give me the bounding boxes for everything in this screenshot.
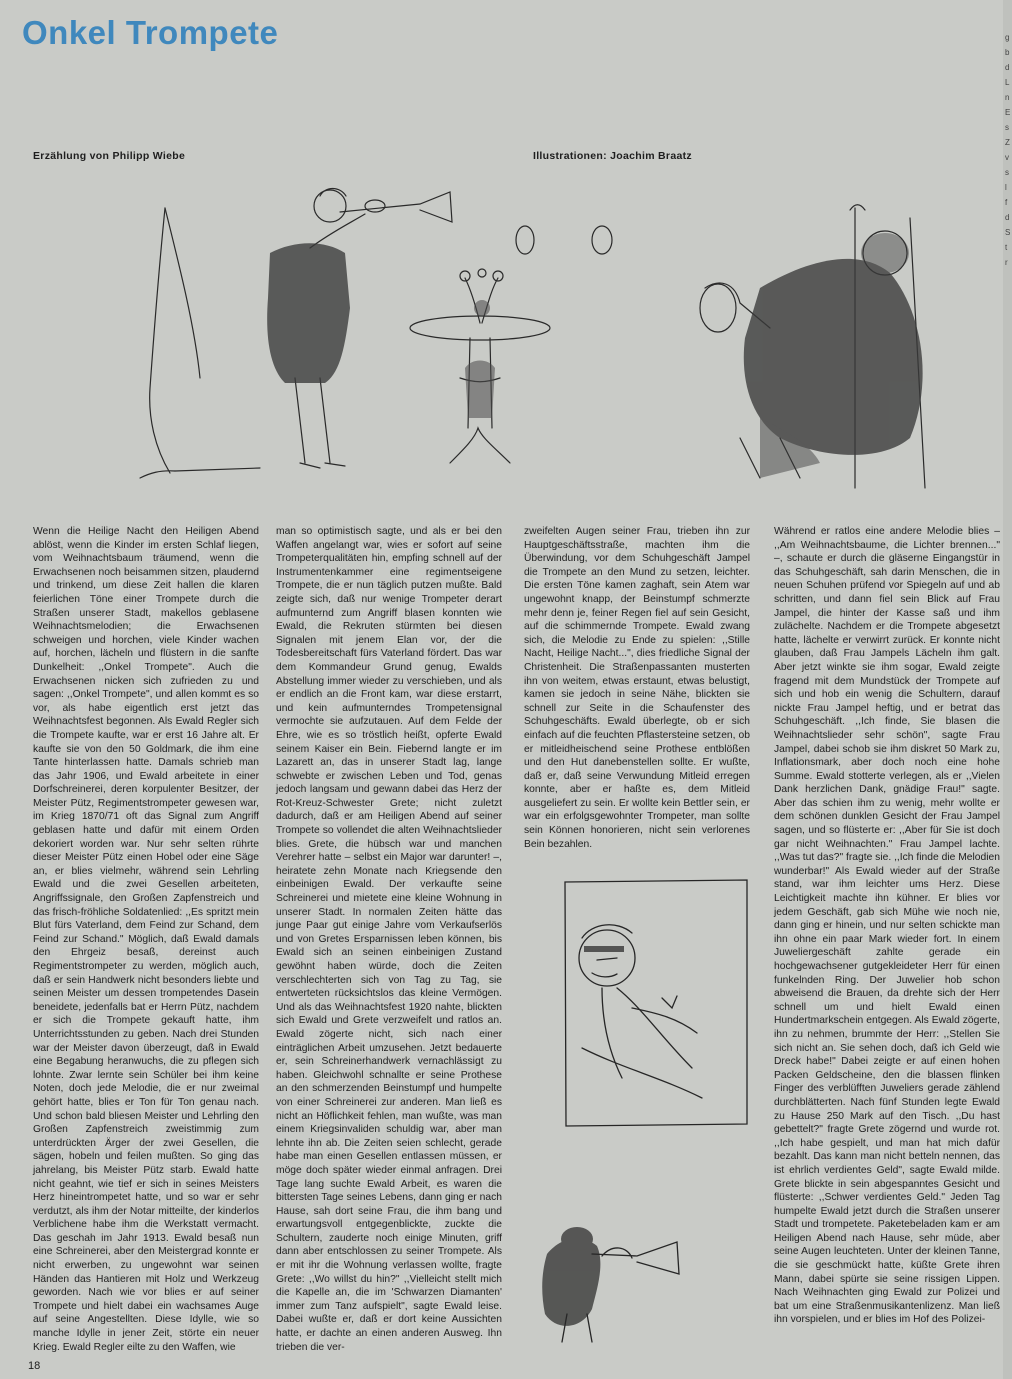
text-column-2 <box>276 525 502 1354</box>
text-column-4 <box>774 525 1000 1327</box>
next-page-edge-letters: g b d L n E s Z v s l f d S t r <box>1005 33 1011 267</box>
column-text: man so optimistisch sagte, und als er bei den Waffen angelangt war, wies er sofort auf seine Trompeterqualitäten hin, empfing schnell auf der Instrumentenkammer eine regimentseigene Trompete, die er nun täglich putzen mußte. Bald zeigte sich, daß nur wenige Trompeter derart aufmunternd zum Angriff blasen konnten wie Ewald, die Rekruten stürmten bei diesen Signalen mit jenem Elan vor, der die Todesbereitschaft fürs Vaterland fördert. Das war dem Kommandeur Grund genug, Ewalds Abstellung immer wieder zu verschieben, und als er endlich an die Front kam, war diese erstarrt, und kein aufmunterndes Trompetensignal vermochte sie aufzutauen. Auf dem Felde der Ehre, wie es so tröstlich heißt, opferte Ewald seinem Kaiser ein Bein. Fiebernd langte er im Lazarett an, das in unserer Stadt lag, lange schwebte er zwischen Leben und Tod, genas jedoch langsam und gewann dabei das Herz der Rot-Kreuz-Schwester Grete; nicht zuletzt dadurch, daß er am Heiligen Abend auf seiner Trompete so vollendet die alten Weihnachtslieder blies. Grete, die hübsch war und manchen Verehrer hatte – selbst ein Major war darunter! –, heiratete zehn Monate nach Kriegsende den einbeinigen Ewald. Der verkaufte seine Schreinerei und mietete eine kleine Wohnung in unserer Stadt. In normalen Zeiten hätte das junge Paar gut einige Jahre vom Verkaufserlös und von Gretes Ersparnissen leben können, bis Ewald sich an seinen einbeinigen Zustand gewöhnt haben würde, doch die Zeiten verschlechterten sich von Tag zu Tag, sie entwerteten rücksichtslos das kleine Vermögen. Und als das Weihnachtsfest 1920 nahte, blickten sich Ewald und Grete verzweifelt und ratlos an. Ewald zögerte nicht, sich nach einer einträglichen Arbeit umzusehen. Jetzt bedauerte er, sein Schreinerhandwerk vernachlässigt zu haben. Gleichwohl schnallte er seine Prothese an den schmerzenden Beinstumpf und humpelte von einer Schreinerei zur anderen. Man ließ es nicht an Höflichkeit fehlen, man wußte, was man einem Kriegsinvaliden schuldig war, aber man lehnte ihn ab. Die Zeiten seien schlecht, gerade habe man einen Gesellen entlassen müssen, er möge doch später wieder einmal anfragen. Drei Tage lang suchte Ewald Arbeit, es waren die bittersten Tage seines Lebens, dann ging er nach Hause, sah dort seine Frau, die ihm bang und erwartungsvoll entgegenblickte, zuckte die Schultern, zauderte noch einige Minuten, griff dann aber entschlossen zu seiner Trompete. Als er mit ihr die Wohnung verlassen wollte, fragte Grete: ,,Wo willst du hin?" ,,Vielleicht stellt mich die Kapelle an, die im 'Schwarzen Diamanten' immer zum Tanz aufspielt", sagte Ewald leise. Dabei wußte er, daß er dort keine Aussichten hatte, er dachte an einen anderen Ausweg. Ihn trieben die ver- <box>276 526 502 1353</box>
story-title: Onkel Trompete <box>22 14 279 51</box>
text-column-1 <box>33 525 259 1354</box>
column-text: zweifelten Augen seiner Frau, trieben ihn zur Hauptgeschäftsstraße, machten ihm die Überwindung, vor dem Schuhgeschäft Jampel die Trompete an den Mund zu setzen, leichter. Die ersten Töne kamen zaghaft, sein Atem war ungewohnt knapp, der Beinstumpf schmerzte mehr denn je, feiner Regen fiel auf sein Gesicht, auf die schimmernde Trompete. Ewald zwang sich, die Melodie zu Ende zu spielen: ,,Stille Nacht, Heilige Nacht...", dies friedliche Signal der Christenheit. Die Straßenpassanten musterten ihn von weitem, etwas erstaunt, etwas belustigt, kamen sie jedoch in seine Nähe, blickten sie schnell zur Seite in die Schaufenster des Schuhgeschäfts. Ewald überlegte, ob er sich einfach auf die feuchten Pflastersteine setzen, ob er mitleidheischend seine Prothese entblößen und den Hut danebenstellen sollte. Er wußte, daß er, daß seine Verwundung Mitleid erregen konnte, aber er haßte es, dem Mitleid ausgeliefert zu sein. Er wollte kein Bettler sein, er war ein erfolgsgewohnter Trompeter, man sollte sein Können honorieren, nicht sein verlorenes Bein bezahlen. <box>524 526 750 850</box>
small-trumpeter-illustration <box>537 1214 697 1344</box>
illustrator-credit: Illustrationen: Joachim Braatz <box>533 150 692 162</box>
text-column-3 <box>524 525 750 851</box>
column-text: Während er ratlos eine andere Melodie blies – ,,Am Weihnachtsbaume, die Lichter brennen..." –, schaute er durch die gläserne Eingangstür in das Schuhgeschäft, sah darin Menschen, die in neuen Schuhen prüfend vor Spiegeln auf und ab schritten, und dann fiel sein Blick auf Frau Jampel, die hinter der Kasse saß und ihm zulächelte. Nachdem er die Trompete abgesetzt hatte, lächelte er verwirrt zurück. Er konnte nicht glauben, daß Frau Jampels Lächeln ihm galt. Aber jetzt winkte sie ihm sogar, Ewald zeigte fragend mit dem Mundstück der Trompete auf sich und hob ein wenig die Schultern, darauf nickte Frau Jampel heftig, und er betrat das Schuhgeschäft. ,,Ich finde, Sie blasen die Weihnachtslieder sehr schön", sagte Frau Jampel, dabei schob sie ihm diskret 50 Mark zu, Inflationsmark, aber doch noch eine hohe Summe. Ewald stotterte verlegen, als er ,,Vielen Dank herzlichen Dank, gnädige Frau!" sagte. Aber das schien ihm zu wenig, mehr wollte er dem schönen dunklen Gesicht der Frau Jampel sagen, und so flüsterte er: ,,Aber für Sie ist doch gar nicht Weihnachten." Frau Jampel lachte. ,,Was tut das?" fragte sie. ,,Ich finde die Melodien wunderbar!" Als Ewald wieder auf der Straße stand, war ihm leichter ums Herz. Diese Leichtigkeit machte ihn kühner. Er blies vor jedem Geschäft, gab sich Mühe wie noch nie, dann ging er hinein, und nur selten schickte man ihn ohne ein paar Mark wieder fort. In einem Juweliergeschäft zahlte gerade ein hochgewachsener gutgekleideter Herr für einen funkelnden Ring. Der Juwelier hob schon abweisend die Brauen, da drehte sich der Herr schnell um und hielt Ewald einen Hundertmarkschein entgegen. Als Ewald zögerte, ihn zu nehmen, brummte der Herr: ,,Stellen Sie sich nicht an. Sie sehen doch, daß ich Geld wie Dreck habe!" Dabei zeigte er auf einen hohen Packen Geldscheine, den die blassen flinken Finger des verblüfften Juweliers gerade zählend durchblätterten. Nach fünf Stunden legte Ewald zu Hause 250 Mark auf den Tisch. ,,Du hast gebettelt?" fragte Grete zögernd und wurde rot. ,,Ich habe gespielt, und man hat mich dafür bezahlt. Das kann man nicht betteln nennen, das ist ehrlich verdientes Geld", sagte Ewald milde. Grete blickte in sein abgespanntes Gesicht und flüsterte: ,,Schwer verdientes Geld." Jeden Tag humpelte Ewald jetzt durch die Straßen unserer Stadt und trompetete. Paketebeladen kam er am Heiligen Abend nach Hause, sehr müde, aber seine Augen leuchteten. Unter der kleinen Tanne, die sie geschmückt hatte, küßte Grete ihren Mann, dabei spürte sie seine rissigen Lippen. Nach Weihnachten ging Ewald zur Polizei und bat um eine Straßenmusikantenlizenz. Man ließ ihn vorspielen, und er blies im Hof des Polizei- <box>774 526 1000 1326</box>
soldier-portrait-illustration <box>562 878 752 1128</box>
trumpeter-illustration <box>120 178 960 508</box>
column-text: Wenn die Heilige Nacht den Heiligen Abend ablöst, wenn die Kinder im ersten Schlaf liegen, vom Weihnachtsbaum träumend, wenn die Erwachsenen noch beisammen sitzen, plaudernd und trinkend, um diese Zeit hallen die klaren feierlichen Töne einer Trompete durch die Straßen unserer Stadt, makellos geblasene Weihnachtsmelodien; die Erwachsenen schweigen und horchen, viele Kinder wachen auf, horchen, lächeln und flüstern in die sanfte Dunkelheit: ,,Onkel Trompete". Auch die Erwachsenen nicken sich zufrieden zu und sagen: ,,Onkel Trompete", und allen kommt es so vor, als habe eigentlich erst jetzt das Weihnachtsfest begonnen. Als Ewald Regler sich die Trompete kaufte, war er erst 16 Jahre alt. Er kaufte sie von den 50 Goldmark, die ihm eine Tante hinterlassen hatte. Damals schrieb man das Jahr 1906, und Ewald arbeitete in einer Dorfschreinerei, deren korpulenter Besitzer, der Meister Pütz, Regimentstrompeter gewesen war, im Krieg 1870/71 oft das Signal zum Angriff geblasen hatte und dafür mit einem Orden dekoriert worden war. Nur sehr selten rührte dieser Meister Pütz einen Hobel oder eine Säge an, er blies vielmehr, während sein Lehrling Ewald und die zwei Gesellen arbeiteten, Angriffssignale, den Großen Zapfenstreich und das frisch-fröhliche Soldatenlied: ,,Es spritzt mein Blut fürs Vaterland, dem Feind zur Schand, dem Feind zur Schand." Möglich, daß Ewald damals den Ehrgeiz besaß, dereinst auch Regimentstrompeter zu werden, möglich auch, daß er sein Handwerk nicht besonders liebte und seinen Meister um dessen trompetendes Dasein beneidete, jedenfalls bat er Herrn Pütz, nachdem er sich die Trompete gekauft hatte, ihm Unterrichtsstunden zu geben. Nach drei Stunden war der Meister davon überzeugt, daß in Ewald eine Begabung heranwuchs, die zu pflegen sich lohnte. Zwar lernte sein Schüler bei ihm keine Noten, doch jede Melodie, die er nur zweimal gehört hatte, blies er Ton für Ton genau nach. Und schon bald bliesen Meister und Lehrling den Großen Zapfenstreich zweistimmig zum unterdrückten Ärger der zwei Gesellen, die sägen, hobeln und feilen mußten. So ging das jahrelang, bis Meister Pütz starb. Ewald hatte nicht geahnt, wie tief er sich in seines Meisters Herz hineintrompetet hatte, und so war er sehr verdutzt, als ihm der Notar mitteilte, der kinderlos Verblichene habe ihm die Werkstatt vermacht. Das geschah im Jahr 1913. Ewald besaß nun eine Schreinerei, aber den Meistergrad konnte er nicht erwerben, zu ungewohnt war seinen Händen das Hantieren mit Holz und Werkzeug geworden. Nach wie vor blies er auf seiner Trompete und hielt dabei ein wachsames Auge auf seine Angestellten. Diese Idylle, wie so manche Idylle in jener Zeit, störte ein neuer Krieg. Ewald Regler eilte zu den Waffen, wie <box>33 526 259 1353</box>
page-number: 18 <box>28 1360 41 1372</box>
author-credit: Erzählung von Philipp Wiebe <box>33 150 186 162</box>
